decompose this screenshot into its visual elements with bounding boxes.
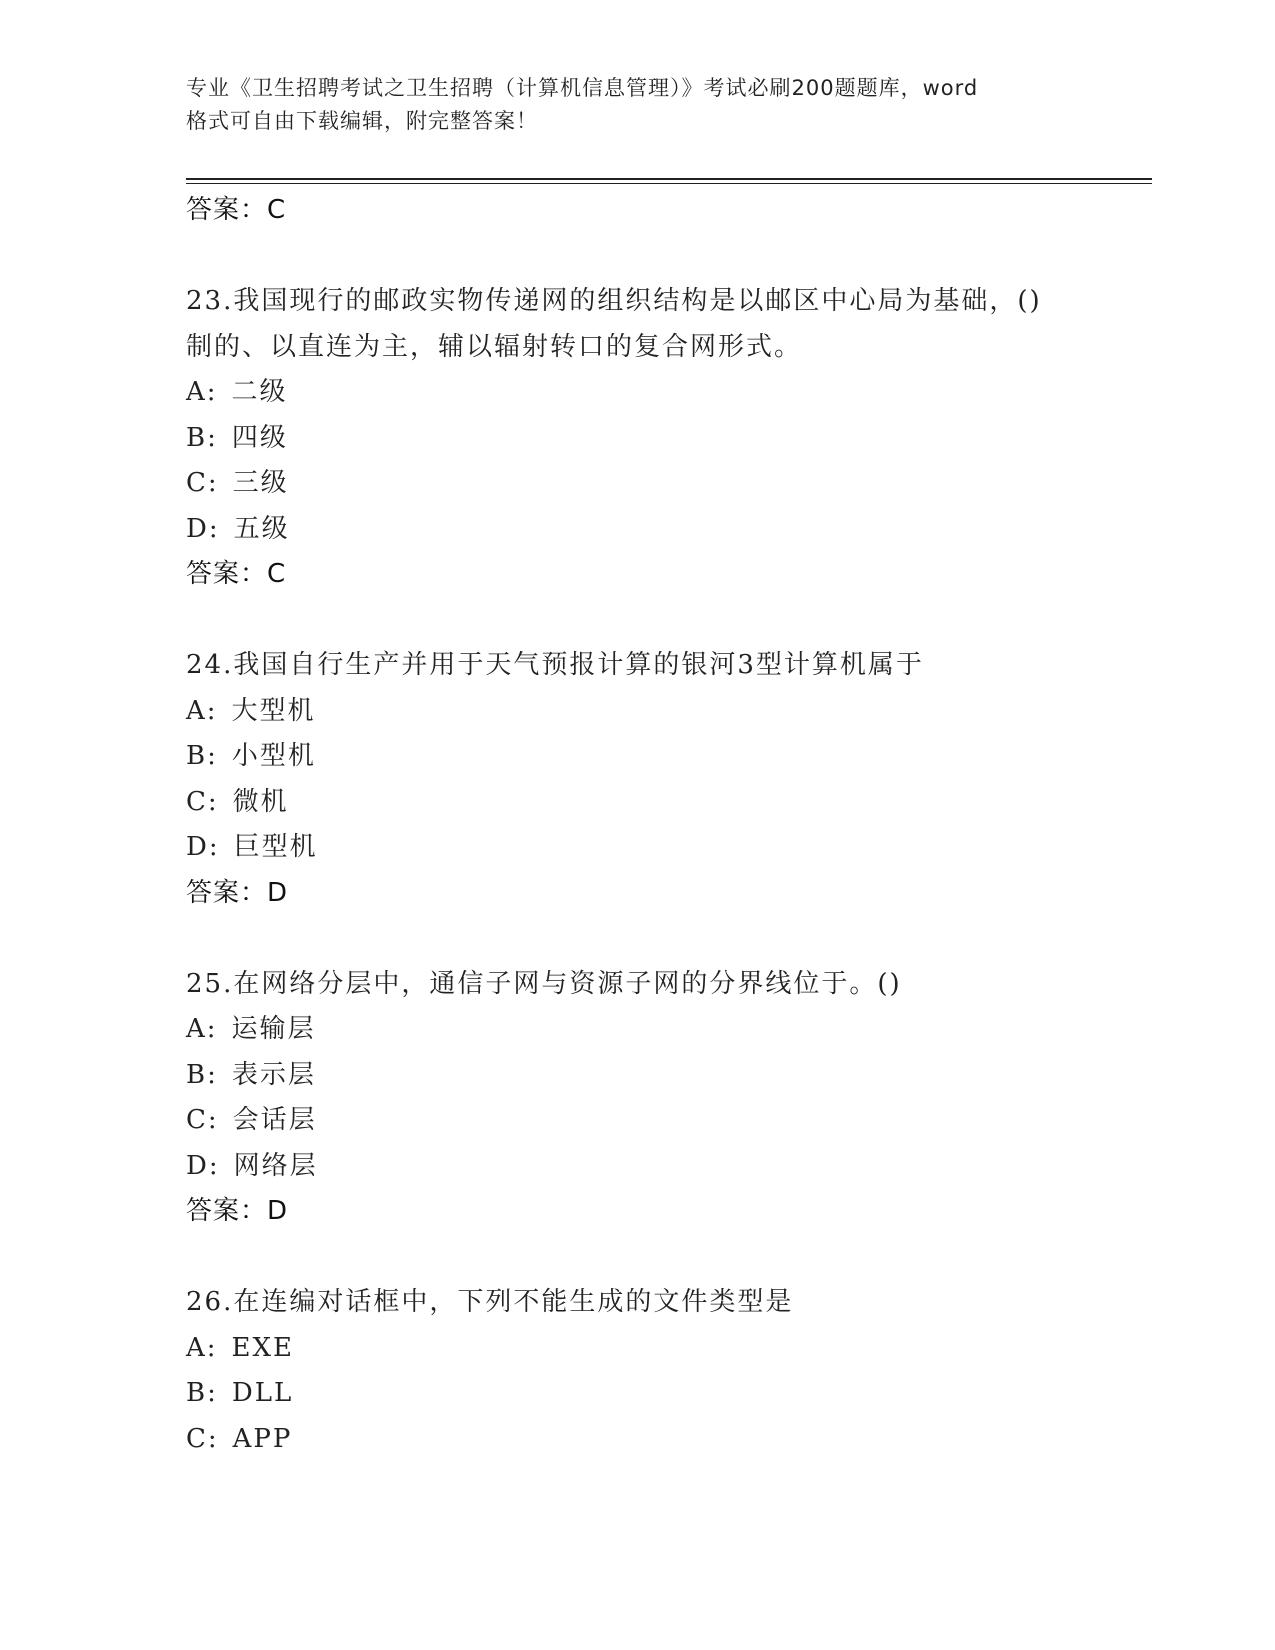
option-text: 表示层 [231, 1059, 316, 1090]
option-text: 小型机 [231, 741, 316, 771]
option-c [186, 1417, 1152, 1463]
option-text: 三级 [232, 468, 289, 498]
option-a [186, 1007, 1152, 1053]
answer-line: 答案：D [186, 1196, 289, 1226]
question-text: 24.我国自行生产并用于天气预报计算的银河3型计算机属于 [186, 650, 924, 680]
option-letter: B: [186, 1378, 218, 1408]
spacer [186, 1235, 1152, 1281]
option-d [186, 507, 1152, 553]
spacer [186, 234, 1152, 280]
answer-line: 答案：C [186, 559, 287, 589]
option-text: 五级 [233, 513, 290, 544]
option-a [186, 370, 1152, 416]
question-text: 26.在连编对话框中，下列不能生成的文件类型是 [186, 1287, 794, 1317]
option-text: 网络层 [233, 1150, 318, 1181]
option-text: 四级 [231, 422, 288, 453]
option-letter: A: [186, 1014, 218, 1044]
page-header [186, 72, 1086, 138]
option-letter: C: [186, 468, 219, 498]
option-text: EXE [231, 1332, 295, 1363]
option-b [186, 734, 1152, 780]
option-letter: A: [186, 695, 218, 726]
option-c [186, 780, 1152, 826]
header-divider [186, 178, 1152, 184]
option-text: 微机 [232, 786, 289, 817]
option-letter: C: [186, 1105, 219, 1135]
option-letter: A: [186, 1332, 218, 1363]
option-letter: B: [186, 741, 218, 771]
option-a [186, 1326, 1152, 1372]
option-letter: D: [186, 513, 220, 544]
option-letter: C: [186, 786, 219, 817]
option-b [186, 1371, 1152, 1417]
spacer [186, 916, 1152, 962]
option-a [186, 689, 1152, 735]
question-text: 23.我国现行的邮政实物传递网的组织结构是以邮区中心局为基础，() [186, 286, 1042, 316]
question-list [186, 188, 1152, 1462]
option-text: 运输层 [231, 1014, 316, 1044]
header-line-1: 专业《卫生招聘考试之卫生招聘（计算机信息管理）》考试必刷200题题库，word [186, 76, 979, 100]
option-b [186, 416, 1152, 462]
option-letter: C: [186, 1423, 219, 1454]
option-text: 大型机 [231, 695, 316, 726]
option-c [186, 1098, 1152, 1144]
option-letter: A: [186, 377, 218, 407]
answer-line: 答案：D [186, 877, 289, 908]
option-b [186, 1053, 1152, 1099]
spacer [186, 598, 1152, 644]
option-d [186, 1144, 1152, 1190]
question-text: 25.在网络分层中，通信子网与资源子网的分界线位于。() [186, 968, 902, 999]
option-text: 巨型机 [233, 832, 318, 862]
question-text: 制的、以直连为主，辅以辐射转口的复合网形式。 [186, 331, 803, 362]
option-letter: B: [186, 422, 218, 453]
option-letter: D: [186, 832, 220, 862]
option-c [186, 461, 1152, 507]
option-letter: B: [186, 1059, 218, 1090]
option-text: 二级 [231, 377, 288, 407]
option-text: 会话层 [232, 1105, 317, 1135]
option-text: APP [232, 1423, 293, 1454]
option-d [186, 825, 1152, 871]
option-text: DLL [231, 1378, 294, 1408]
option-letter: D: [186, 1150, 220, 1181]
header-line-2: 格式可自由下载编辑，附完整答案！ [186, 109, 538, 133]
answer-line: 答案：C [186, 195, 287, 225]
